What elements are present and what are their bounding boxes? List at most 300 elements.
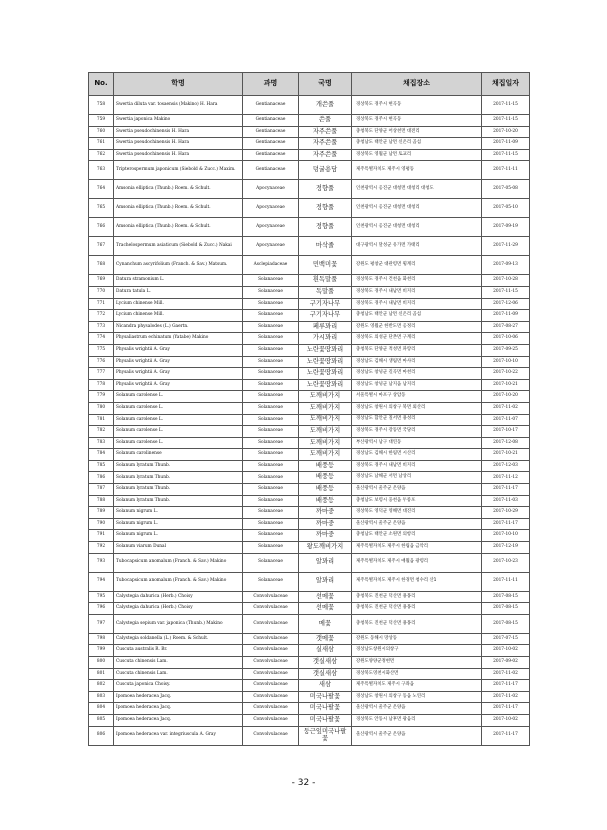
cell-family: Convolvulaceae xyxy=(243,703,299,715)
cell-family: Solanaceae xyxy=(243,507,299,519)
cell-collection-site: 충청북도 진천군 덕산면 용몽리 xyxy=(352,614,482,633)
cell-collection-date: 2017-08-15 xyxy=(482,614,530,633)
cell-family: Solanaceae xyxy=(243,518,299,530)
cell-korean-name: 자주쓴풀 xyxy=(299,138,352,150)
cell-collection-date: 2017-11-17 xyxy=(482,484,530,496)
cell-no: 790 xyxy=(89,518,114,530)
cell-family: Solanaceae xyxy=(243,542,299,554)
cell-family: Solanaceae xyxy=(243,449,299,461)
cell-scientific-name: Solanum nigrum L. xyxy=(114,507,243,519)
cell-no: 776 xyxy=(89,356,114,368)
cell-scientific-name: Cuscuta chinensis Lam. xyxy=(114,668,243,680)
table-row xyxy=(89,507,530,519)
cell-collection-site: 제주특별자치도 제주시 영평동 xyxy=(352,161,482,180)
cell-family: Solanaceae xyxy=(243,344,299,356)
cell-family: Solanaceae xyxy=(243,275,299,287)
cell-family: Solanaceae xyxy=(243,472,299,484)
cell-no: 797 xyxy=(89,614,114,633)
header-collection-site: 채집장소 xyxy=(352,73,482,96)
cell-scientific-name: Physalis wrightii A. Gray xyxy=(114,368,243,380)
cell-korean-name: 노란꽃땅꽈리 xyxy=(299,344,352,356)
cell-collection-site: 경상북도 영월군 남면 토교리 xyxy=(352,149,482,161)
cell-collection-date: 2017-11-09 xyxy=(482,310,530,322)
cell-no: 766 xyxy=(89,218,114,237)
cell-collection-date: 2017-11-15 xyxy=(482,286,530,298)
table-row xyxy=(89,237,530,256)
cell-scientific-name: Swertia pseudochinensis H. Hara xyxy=(114,126,243,138)
cell-scientific-name: Solanum lyratum Thunb. xyxy=(114,484,243,496)
cell-no: 775 xyxy=(89,344,114,356)
cell-scientific-name: Swertia diluta var. tosaensis (Makino) H. Hara xyxy=(114,96,243,115)
table-row xyxy=(89,256,530,275)
table-row xyxy=(89,161,530,180)
cell-korean-name: 미국나팔꽃 xyxy=(299,691,352,703)
table-row xyxy=(89,391,530,403)
cell-collection-date: 2017-08-27 xyxy=(482,321,530,333)
cell-collection-date: 2017-09-02 xyxy=(482,657,530,669)
cell-no: 782 xyxy=(89,426,114,438)
table-row xyxy=(89,614,530,633)
cell-korean-name: 배풍등 xyxy=(299,460,352,472)
table-row xyxy=(89,379,530,391)
cell-no: 784 xyxy=(89,449,114,461)
cell-korean-name: 페루꽈리 xyxy=(299,321,352,333)
cell-korean-name: 갯실새삼 xyxy=(299,668,352,680)
header-family: 과명 xyxy=(243,73,299,96)
cell-scientific-name: Solanum nigrum L. xyxy=(114,518,243,530)
table-row xyxy=(89,344,530,356)
cell-korean-name: 쓴풀 xyxy=(299,115,352,127)
cell-korean-name: 왕도깨비가지 xyxy=(299,542,352,554)
cell-no: 774 xyxy=(89,333,114,345)
cell-scientific-name: Lycium chinense Mill. xyxy=(114,298,243,310)
cell-collection-site: 인천광역시 옹진군 대청면 대청리 대청도 xyxy=(352,180,482,199)
cell-collection-date: 2017-10-29 xyxy=(482,507,530,519)
table-row xyxy=(89,703,530,715)
table-row xyxy=(89,518,530,530)
table-row xyxy=(89,726,530,745)
cell-collection-date: 2017-11-09 xyxy=(482,138,530,150)
cell-korean-name: 미국나팔꽃 xyxy=(299,703,352,715)
cell-collection-site: 경상북도영천시화산면 xyxy=(352,668,482,680)
cell-no: 803 xyxy=(89,691,114,703)
cell-no: 786 xyxy=(89,472,114,484)
cell-collection-site: 경상북도 영덕군 영해면 대진리 xyxy=(352,507,482,519)
cell-scientific-name: Ipomoea hederacea Jacq. xyxy=(114,691,243,703)
cell-collection-site: 충청북도 단양군 적성면 파랑리 xyxy=(352,344,482,356)
cell-family: Apocynaceae xyxy=(243,237,299,256)
cell-collection-date: 2017-11-02 xyxy=(482,691,530,703)
cell-family: Convolvulaceae xyxy=(243,657,299,669)
table-row xyxy=(89,530,530,542)
cell-collection-date: 2017-12-06 xyxy=(482,298,530,310)
cell-scientific-name: Tubocapsicum anomalum (Franch. & Sav.) Makino xyxy=(114,572,243,591)
table-row xyxy=(89,115,530,127)
cell-korean-name: 도깨비가지 xyxy=(299,449,352,461)
cell-no: 791 xyxy=(89,530,114,542)
table-row xyxy=(89,572,530,591)
table-row xyxy=(89,645,530,657)
cell-scientific-name: Solanum lyratum Thunb. xyxy=(114,495,243,507)
cell-family: Solanaceae xyxy=(243,426,299,438)
cell-collection-site: 서울특별시 마포구 상암동 xyxy=(352,391,482,403)
cell-scientific-name: Tripterospermum japonicum (Siebold & Zucc.) Maxim. xyxy=(114,161,243,180)
cell-collection-site: 충청북도 단양군 어상천면 대전리 xyxy=(352,126,482,138)
cell-no: 787 xyxy=(89,484,114,496)
cell-no: 805 xyxy=(89,714,114,726)
table-row xyxy=(89,286,530,298)
cell-collection-site: 충청남도 태안군 남면 신온리 곰섬 xyxy=(352,138,482,150)
table-row xyxy=(89,368,530,380)
cell-collection-site: 울산광역시 울주군 온양읍 xyxy=(352,726,482,745)
cell-family: Solanaceae xyxy=(243,484,299,496)
cell-scientific-name: Ipomoea hederacea Jacq. xyxy=(114,703,243,715)
cell-collection-date: 2017-07-15 xyxy=(482,633,530,645)
cell-korean-name: 도깨비가지 xyxy=(299,437,352,449)
cell-collection-site: 인천광역시 옹진군 대청면 대청리 xyxy=(352,218,482,237)
cell-collection-site: 경상남도창원시의창구 xyxy=(352,645,482,657)
cell-collection-site: 울산광역시 울주군 온양읍 xyxy=(352,518,482,530)
cell-collection-date: 2017-05-10 xyxy=(482,199,530,218)
cell-korean-name: 덩굴용담 xyxy=(299,161,352,180)
cell-collection-site: 경상북도 의성군 단촌면 구계리 xyxy=(352,333,482,345)
cell-collection-site: 경상남도 김해시 한림면 시산리 xyxy=(352,449,482,461)
header-collection-date: 채집일자 xyxy=(482,73,530,96)
cell-korean-name: 메꽃 xyxy=(299,614,352,633)
table-row xyxy=(89,591,530,603)
cell-no: 785 xyxy=(89,460,114,472)
cell-no: 778 xyxy=(89,379,114,391)
cell-collection-site: 제주특별자치도 제주시 한경면 청수리 산1 xyxy=(352,572,482,591)
cell-collection-site: 경상남도 함안군 칠서면 용성리 xyxy=(352,414,482,426)
cell-collection-site: 경상북도 경주시 내남면 비지리 xyxy=(352,286,482,298)
table-header-row xyxy=(89,73,530,96)
cell-scientific-name: Solanum nigrum L. xyxy=(114,530,243,542)
cell-scientific-name: Nicandra physalodes (L.) Gaertn. xyxy=(114,321,243,333)
cell-collection-site: 울산광역시 울주군 온양읍 xyxy=(352,703,482,715)
cell-no: 802 xyxy=(89,680,114,692)
cell-collection-date: 2017-05-08 xyxy=(482,180,530,199)
cell-korean-name: 갯메꽃 xyxy=(299,633,352,645)
table-body xyxy=(89,96,530,746)
cell-family: Apocynaceae xyxy=(243,199,299,218)
cell-korean-name: 미국나팔꽃 xyxy=(299,714,352,726)
cell-korean-name: 정향풀 xyxy=(299,218,352,237)
cell-collection-site: 강원도 동해시 망상동 xyxy=(352,633,482,645)
cell-family: Convolvulaceae xyxy=(243,633,299,645)
cell-korean-name: 배풍등 xyxy=(299,484,352,496)
cell-scientific-name: Cynanchum ascyrifolium (Franch. & Sav.) Matsum. xyxy=(114,256,243,275)
table-row xyxy=(89,275,530,287)
cell-collection-site: 강원도 영월군 한반도면 옹정리 xyxy=(352,321,482,333)
cell-no: 758 xyxy=(89,96,114,115)
cell-no: 765 xyxy=(89,199,114,218)
cell-collection-site: 경상북도 경주시 현곡동 xyxy=(352,96,482,115)
cell-no: 779 xyxy=(89,391,114,403)
cell-collection-site: 제주특별자치도 제주시 구좌읍 xyxy=(352,680,482,692)
table-row xyxy=(89,603,530,615)
cell-no: 796 xyxy=(89,603,114,615)
cell-korean-name: 배풍등 xyxy=(299,495,352,507)
cell-collection-site: 경상남도 남해군 서면 남상리 xyxy=(352,472,482,484)
cell-collection-site: 충청남도 태안군 남면 신온리 곰섬 xyxy=(352,310,482,322)
table-row xyxy=(89,298,530,310)
cell-collection-site: 경상북도 경주시 건천읍 화천리 xyxy=(352,275,482,287)
cell-korean-name: 도깨비가지 xyxy=(299,426,352,438)
cell-scientific-name: Cuscuta japonica Choisy. xyxy=(114,680,243,692)
cell-korean-name: 구기자나무 xyxy=(299,298,352,310)
cell-korean-name: 개쓴풀 xyxy=(299,96,352,115)
cell-scientific-name: Calystegia sepium var. japonica (Thunb.) Makino xyxy=(114,614,243,633)
cell-collection-date: 2017-11-15 xyxy=(482,149,530,161)
cell-family: Gentianaceae xyxy=(243,161,299,180)
cell-family: Convolvulaceae xyxy=(243,645,299,657)
header-no: No. xyxy=(89,73,114,96)
cell-collection-date: 2017-11-02 xyxy=(482,668,530,680)
cell-scientific-name: Calystegia soldanella (L.) Roem. & Schult. xyxy=(114,633,243,645)
cell-family: Solanaceae xyxy=(243,530,299,542)
cell-scientific-name: Physaliastrum echinatum (Yatabe) Makino xyxy=(114,333,243,345)
cell-family: Gentianaceae xyxy=(243,126,299,138)
cell-family: Solanaceae xyxy=(243,572,299,591)
cell-collection-site: 경상남도 창녕군 남지읍 남지리 xyxy=(352,379,482,391)
cell-collection-date: 2017-11-11 xyxy=(482,161,530,180)
cell-family: Solanaceae xyxy=(243,298,299,310)
cell-collection-site: 경상남도 창원시 의창구 북면 외산리 xyxy=(352,402,482,414)
cell-scientific-name: Solanum viarum Dunal xyxy=(114,542,243,554)
cell-collection-date: 2017-10-06 xyxy=(482,333,530,345)
cell-korean-name: 민백미꽃 xyxy=(299,256,352,275)
cell-collection-date: 2017-10-21 xyxy=(482,379,530,391)
cell-scientific-name: Swertia pseudochinensis H. Hara xyxy=(114,149,243,161)
cell-collection-date: 2017-11-17 xyxy=(482,726,530,745)
table-row xyxy=(89,149,530,161)
cell-korean-name: 까마중 xyxy=(299,518,352,530)
table-row xyxy=(89,633,530,645)
table-row xyxy=(89,542,530,554)
cell-scientific-name: Solanum carolense L. xyxy=(114,402,243,414)
cell-collection-site: 경상남도 창원시 의창구 동읍 노연리 xyxy=(352,691,482,703)
cell-collection-site: 경상북도 경주시 강동면 국당리 xyxy=(352,426,482,438)
cell-collection-site: 충청남도 보령시 웅천읍 두룡포 xyxy=(352,495,482,507)
table-row xyxy=(89,126,530,138)
cell-no: 768 xyxy=(89,256,114,275)
cell-family: Convolvulaceae xyxy=(243,603,299,615)
cell-no: 804 xyxy=(89,703,114,715)
cell-korean-name: 도깨비가지 xyxy=(299,391,352,403)
cell-collection-site: 제주특별자치도 제주시 애월읍 광령리 xyxy=(352,553,482,572)
cell-korean-name: 까마중 xyxy=(299,530,352,542)
cell-korean-name: 구기자나무 xyxy=(299,310,352,322)
cell-collection-date: 2017-09-25 xyxy=(482,344,530,356)
cell-collection-date: 2017-08-15 xyxy=(482,603,530,615)
cell-no: 792 xyxy=(89,542,114,554)
cell-collection-date: 2017-10-02 xyxy=(482,645,530,657)
table-row xyxy=(89,691,530,703)
cell-no: 800 xyxy=(89,657,114,669)
cell-collection-date: 2017-11-17 xyxy=(482,518,530,530)
cell-scientific-name: Amsonia elliptica (Thunb.) Roem. & Schult. xyxy=(114,199,243,218)
table-row xyxy=(89,657,530,669)
cell-korean-name: 선메꽃 xyxy=(299,603,352,615)
cell-collection-site: 제주특별자치도 제주시 한림읍 금악리 xyxy=(352,542,482,554)
cell-collection-date: 2017-11-15 xyxy=(482,115,530,127)
cell-collection-site: 경상남도 김해시 생림면 마사리 xyxy=(352,356,482,368)
page-number: - 32 - xyxy=(291,778,316,788)
cell-collection-site: 인천광역시 옹진군 대청면 대청리 xyxy=(352,199,482,218)
cell-collection-date: 2017-11-17 xyxy=(482,680,530,692)
cell-family: Apocynaceae xyxy=(243,180,299,199)
cell-scientific-name: Amsonia elliptica (Thunb.) Roem. & Schult. xyxy=(114,218,243,237)
cell-korean-name: 노란꽃땅꽈리 xyxy=(299,379,352,391)
cell-family: Gentianaceae xyxy=(243,115,299,127)
cell-no: 799 xyxy=(89,645,114,657)
cell-korean-name: 독말풀 xyxy=(299,286,352,298)
cell-family: Solanaceae xyxy=(243,368,299,380)
table-row xyxy=(89,437,530,449)
cell-no: 795 xyxy=(89,591,114,603)
cell-scientific-name: Solanum lyratum Thunb. xyxy=(114,460,243,472)
cell-korean-name: 둥근잎미국나팔꽃 xyxy=(299,726,352,745)
cell-collection-date: 2017-09-19 xyxy=(482,218,530,237)
cell-scientific-name: Solanum carolense L. xyxy=(114,391,243,403)
cell-scientific-name: Physalis wrightii A. Gray xyxy=(114,344,243,356)
table-row xyxy=(89,321,530,333)
table-row xyxy=(89,472,530,484)
cell-scientific-name: Physalis wrightii A. Gray xyxy=(114,356,243,368)
cell-collection-date: 2017-11-03 xyxy=(482,495,530,507)
cell-collection-date: 2017-11-29 xyxy=(482,237,530,256)
table-row xyxy=(89,484,530,496)
cell-korean-name: 자주쓴풀 xyxy=(299,126,352,138)
cell-collection-date: 2017-10-21 xyxy=(482,449,530,461)
cell-no: 788 xyxy=(89,495,114,507)
cell-no: 773 xyxy=(89,321,114,333)
cell-family: Solanaceae xyxy=(243,356,299,368)
cell-collection-date: 2017-11-11 xyxy=(482,572,530,591)
cell-collection-site: 경상남도 창녕군 길곡면 마천리 xyxy=(352,368,482,380)
cell-no: 769 xyxy=(89,275,114,287)
cell-korean-name: 흰독말풀 xyxy=(299,275,352,287)
cell-family: Solanaceae xyxy=(243,553,299,572)
cell-family: Solanaceae xyxy=(243,310,299,322)
cell-collection-site: 경상북도 안동시 남후면 광음리 xyxy=(352,714,482,726)
cell-family: Solanaceae xyxy=(243,391,299,403)
cell-korean-name: 정향풀 xyxy=(299,180,352,199)
cell-korean-name: 선메꽃 xyxy=(299,591,352,603)
cell-korean-name: 가시꽈리 xyxy=(299,333,352,345)
cell-collection-site: 충청남도 태안군 소원면 의항리 xyxy=(352,530,482,542)
cell-no: 761 xyxy=(89,138,114,150)
cell-scientific-name: Solanum carolense L. xyxy=(114,437,243,449)
table-row xyxy=(89,180,530,199)
cell-scientific-name: Tubocapsicum anomalum (Franch. & Sav.) Makino xyxy=(114,553,243,572)
table-row xyxy=(89,218,530,237)
cell-collection-date: 2017-10-17 xyxy=(482,426,530,438)
cell-family: Convolvulaceae xyxy=(243,726,299,745)
cell-scientific-name: Trachelospermum asiaticum (Siebold & Zucc.) Nakai xyxy=(114,237,243,256)
table-row xyxy=(89,356,530,368)
cell-no: 759 xyxy=(89,115,114,127)
cell-collection-date: 2017-11-15 xyxy=(482,96,530,115)
cell-collection-date: 2017-11-17 xyxy=(482,703,530,715)
table-row xyxy=(89,333,530,345)
cell-scientific-name: Cuscuta australis R. Br. xyxy=(114,645,243,657)
cell-family: Asclepiadaceae xyxy=(243,256,299,275)
cell-no: 760 xyxy=(89,126,114,138)
table-row xyxy=(89,310,530,322)
cell-no: 777 xyxy=(89,368,114,380)
cell-scientific-name: Solanum carolense L. xyxy=(114,414,243,426)
cell-family: Gentianaceae xyxy=(243,149,299,161)
cell-family: Convolvulaceae xyxy=(243,614,299,633)
cell-family: Solanaceae xyxy=(243,286,299,298)
cell-collection-date: 2017-10-20 xyxy=(482,391,530,403)
header-scientific-name: 학명 xyxy=(114,73,243,96)
cell-collection-site: 충청북도 진천군 덕산면 용몽리 xyxy=(352,591,482,603)
cell-korean-name: 노란꽃땅꽈리 xyxy=(299,356,352,368)
cell-collection-date: 2017-10-22 xyxy=(482,368,530,380)
table-row xyxy=(89,460,530,472)
cell-no: 770 xyxy=(89,286,114,298)
cell-collection-site: 울산광역시 울주군 온양읍 xyxy=(352,484,482,496)
cell-korean-name: 자주쓴풀 xyxy=(299,149,352,161)
cell-no: 780 xyxy=(89,402,114,414)
cell-scientific-name: Swertia pseudochinensis H. Hara xyxy=(114,138,243,150)
cell-no: 783 xyxy=(89,437,114,449)
header-korean-name: 국명 xyxy=(299,73,352,96)
table-row xyxy=(89,96,530,115)
cell-collection-site: 경상북도 경주시 현곡동 xyxy=(352,115,482,127)
table-row xyxy=(89,426,530,438)
cell-collection-date: 2017-10-02 xyxy=(482,714,530,726)
table-row xyxy=(89,414,530,426)
cell-family: Solanaceae xyxy=(243,379,299,391)
cell-collection-date: 2017-11-07 xyxy=(482,414,530,426)
cell-korean-name: 갯실새삼 xyxy=(299,657,352,669)
cell-korean-name: 알꽈리 xyxy=(299,572,352,591)
cell-collection-site: 경상북도 경주시 내남면 비지리 xyxy=(352,298,482,310)
table-row xyxy=(89,138,530,150)
table-row xyxy=(89,402,530,414)
cell-collection-site: 강원도 평창군 대관령면 횡계리 xyxy=(352,256,482,275)
cell-no: 801 xyxy=(89,668,114,680)
table-row xyxy=(89,680,530,692)
cell-collection-date: 2017-10-10 xyxy=(482,530,530,542)
cell-collection-date: 2017-09-13 xyxy=(482,256,530,275)
cell-collection-site: 부산광역시 남구 대연동 xyxy=(352,437,482,449)
cell-collection-date: 2017-08-15 xyxy=(482,591,530,603)
cell-scientific-name: Solanum lyratum Thunb. xyxy=(114,472,243,484)
cell-family: Gentianaceae xyxy=(243,138,299,150)
cell-collection-date: 2017-10-23 xyxy=(482,553,530,572)
cell-scientific-name: Cuscuta chinensis Lam. xyxy=(114,657,243,669)
cell-no: 767 xyxy=(89,237,114,256)
cell-family: Solanaceae xyxy=(243,414,299,426)
cell-family: Convolvulaceae xyxy=(243,680,299,692)
cell-no: 772 xyxy=(89,310,114,322)
cell-no: 763 xyxy=(89,161,114,180)
table-row xyxy=(89,553,530,572)
cell-collection-site: 경상북도 경주시 내남면 비지리 xyxy=(352,460,482,472)
cell-scientific-name: Solanum carolense L. xyxy=(114,426,243,438)
cell-family: Apocynaceae xyxy=(243,218,299,237)
cell-collection-date: 2017-10-28 xyxy=(482,275,530,287)
cell-family: Convolvulaceae xyxy=(243,668,299,680)
cell-collection-site: 대구광역시 달성군 유가면 가태리 xyxy=(352,237,482,256)
cell-korean-name: 도깨비가지 xyxy=(299,402,352,414)
cell-scientific-name: Lycium chinense Mill. xyxy=(114,310,243,322)
